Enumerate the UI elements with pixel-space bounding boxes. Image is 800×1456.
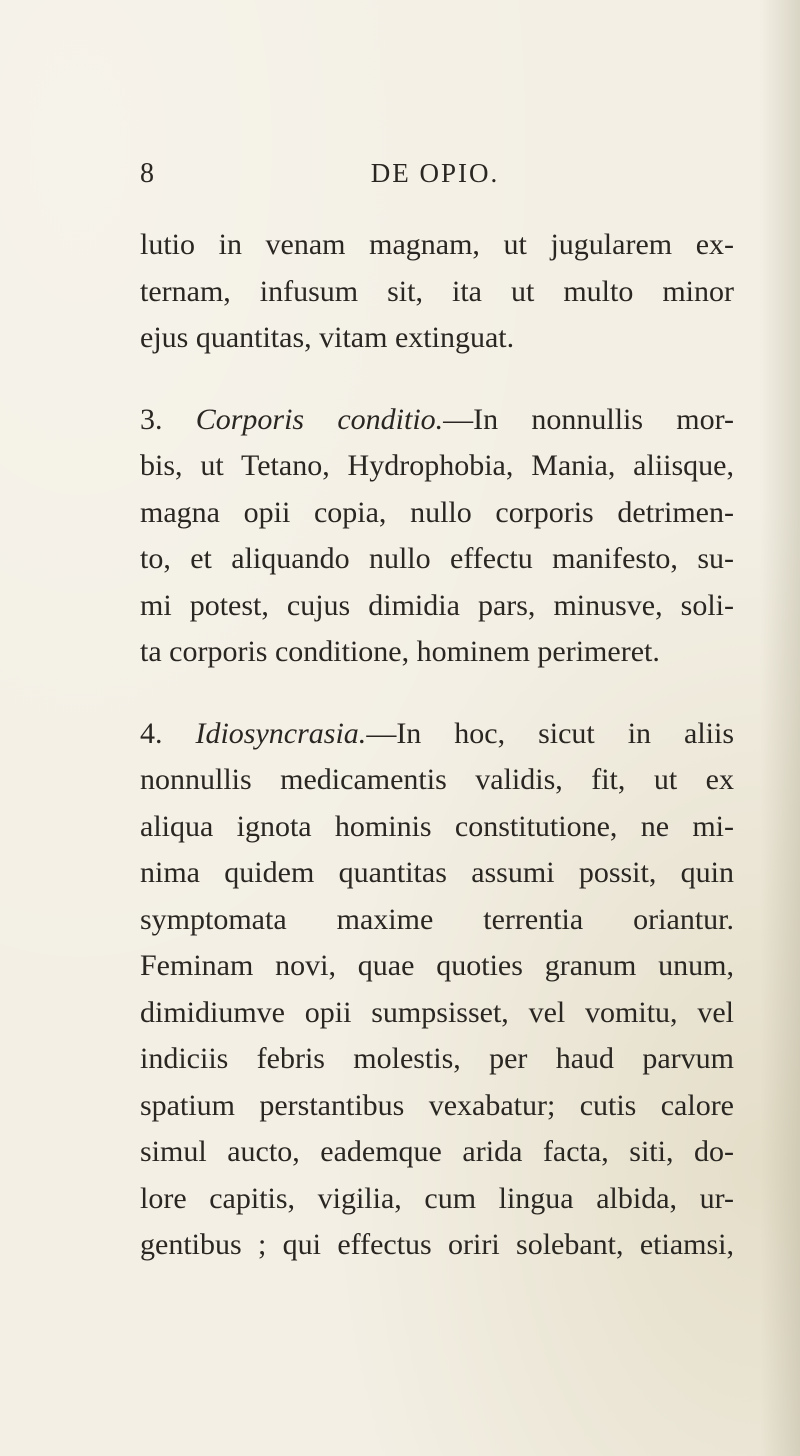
text-line: symptomata maxime terrentia oriantur.	[140, 902, 734, 936]
page-number: 8	[140, 158, 154, 189]
paragraph-2	[140, 397, 734, 676]
text-line: to, et aliquando nullo effectu manifesto, su-	[140, 542, 734, 575]
running-head: DE OPIO.	[370, 158, 500, 188]
text-fragment: —In hoc, sicut in aliis	[366, 716, 735, 750]
page-edge-shadow	[760, 0, 800, 1456]
text-line: ejus quantitas, vitam extinguat.	[140, 321, 515, 354]
section-number: 4.	[140, 716, 163, 750]
text-line: simul aucto, eademque arida facta, siti, do-	[140, 1135, 734, 1168]
paragraph-1	[140, 222, 734, 362]
text-line: ternam, infusum sit, ita ut multo minor	[140, 274, 734, 308]
section-heading: Corporis conditio.	[195, 402, 444, 436]
text-line: mi potest, cujus dimidia pars, minusve, soli-	[140, 588, 734, 622]
text-line: nonnullis medicamentis validis, fit, ut ex	[140, 763, 734, 796]
text-line: magna opii copia, nullo corporis detrimen-	[140, 495, 734, 529]
text-line: indiciis febris molestis, per haud parvum	[140, 1042, 734, 1075]
text-line: nima quidem quantitas assumi possit, quin	[140, 856, 734, 889]
text-line: dimidiumve opii sumpsisset, vel vomitu, vel	[140, 995, 734, 1029]
text-line: lutio in venam magnam, ut jugularem ex-	[140, 228, 734, 261]
text-line: bis, ut Tetano, Hydrophobia, Mania, aliisque,	[140, 449, 734, 482]
body-text	[140, 222, 734, 1269]
text-fragment: —In nonnullis mor-	[443, 402, 734, 436]
text-line: Feminam novi, quae quoties granum unum,	[140, 949, 734, 982]
text-line: ta corporis conditione, hominem perimeret.	[140, 635, 660, 668]
text-line: gentibus ; qui effectus oriri solebant, etiamsi,	[140, 1228, 734, 1261]
page-header	[140, 158, 730, 198]
text-line: spatium perstantibus vexabatur; cutis calore	[140, 1088, 734, 1122]
text-line	[140, 711, 734, 758]
paragraph-3	[140, 711, 734, 1269]
text-line: aliqua ignota hominis constitutione, ne mi-	[140, 809, 734, 843]
text-line: lore capitis, vigilia, cum lingua albida, ur-	[140, 1181, 734, 1215]
section-heading: Idiosyncrasia.	[195, 716, 367, 750]
section-number: 3.	[140, 402, 163, 436]
text-line	[140, 397, 734, 444]
